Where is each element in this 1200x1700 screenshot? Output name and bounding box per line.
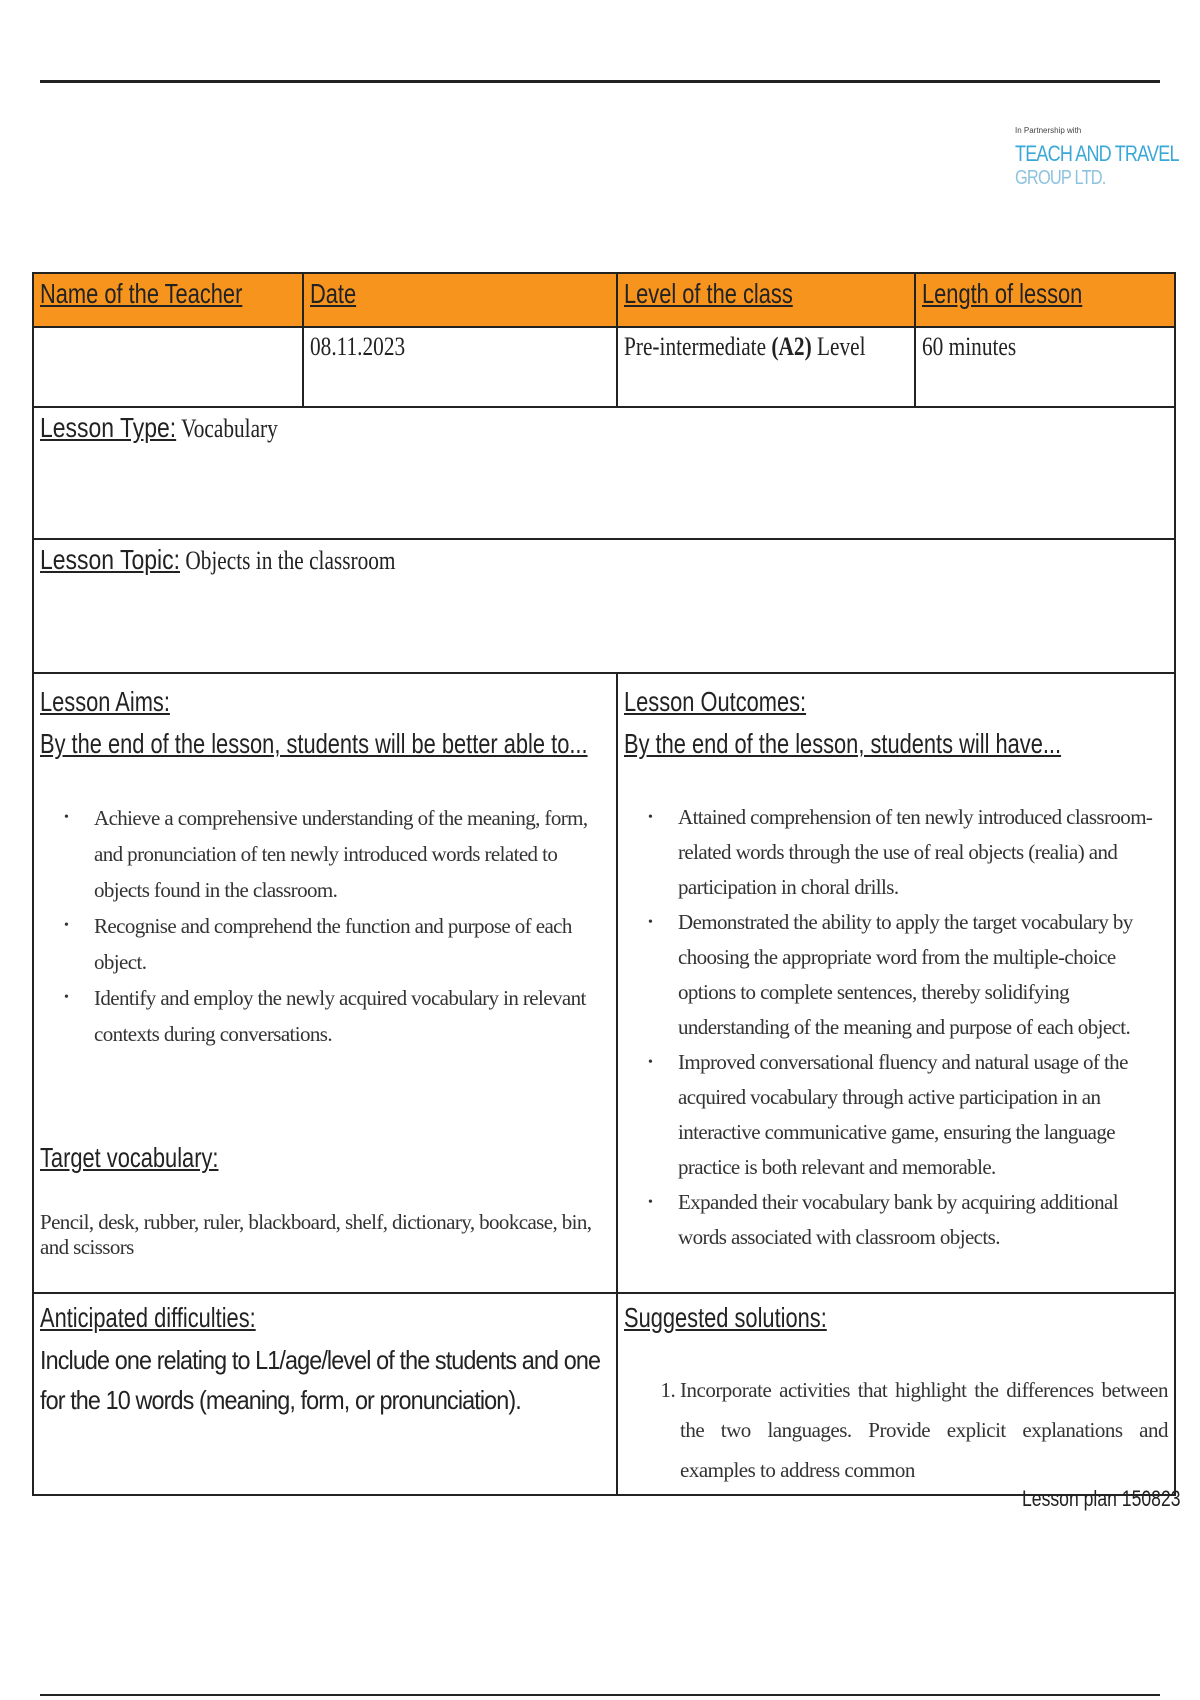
difficulties-cell [33, 1293, 617, 1495]
date-value: 08.11.2023 [303, 327, 617, 407]
partner-name-line2: GROUP LTD. [1015, 167, 1106, 189]
solutions-list [624, 1370, 1168, 1490]
list-item: • Attained comprehension of ten newly introduced classroom-related words through the use of real objects (realia) and participation in choral drills. [646, 800, 1168, 905]
list-item: • Achieve a comprehensive understanding of the meaning, form, and pronunciation of ten newly introduced words related to objects found in the classroom. [62, 800, 610, 908]
lesson-topic-value: Objects in the classroom [179, 546, 396, 575]
difficulties-text: Include one relating to L1/age/level of the students and one for the 10 words (meaning, form, or pronunciation). [40, 1345, 601, 1415]
difficulties-title: Anticipated difficulties: [40, 1302, 256, 1333]
lesson-plan-table [32, 272, 1176, 1496]
lesson-type-row [33, 407, 1175, 539]
top-rule [40, 80, 1160, 83]
aims-subtitle: By the end of the lesson, students will be better able to... [40, 728, 588, 759]
difficulties-row [33, 1293, 1175, 1495]
teacher-value [33, 327, 303, 407]
target-vocab-text: Pencil, desk, rubber, ruler, blackboard, shelf, dictionary, bookcase, bin, and scissors [40, 1210, 592, 1259]
list-item: • Improved conversational fluency and natural usage of the acquired vocabulary through active participation in an interactive communicative game, ensuring the language practice is both relevant and memorable. [646, 1045, 1168, 1185]
lesson-topic-row [33, 539, 1175, 673]
list-item: • Recognise and comprehend the function and purpose of each object. [62, 908, 610, 980]
lesson-topic-label: Lesson Topic: [40, 544, 180, 575]
header-level: Level of the class [617, 273, 915, 327]
list-item: • Identify and employ the newly acquired vocabulary in relevant contexts during conversations. [62, 980, 610, 1052]
values-row [33, 327, 1175, 407]
list-item: 1. Incorporate activities that highlight the differences between the two languages. Provide explicit explanations and examples to address common [680, 1370, 1168, 1490]
header-row [33, 273, 1175, 327]
target-vocab-title: Target vocabulary: [40, 1142, 219, 1173]
header-date: Date [303, 273, 617, 327]
aims-title: Lesson Aims: [40, 686, 170, 717]
partner-name-line1: TEACH AND TRAVEL [1015, 141, 1179, 166]
outcomes-list [624, 800, 1168, 1255]
aims-list [40, 800, 610, 1052]
lesson-type-label: Lesson Type: [40, 412, 177, 443]
outcomes-subtitle: By the end of the lesson, students will have... [624, 728, 1062, 759]
header-length: Length of lesson [915, 273, 1175, 327]
aims-outcomes-row [33, 673, 1175, 1293]
lesson-type [40, 412, 278, 444]
bottom-rule [40, 1694, 1160, 1696]
outcomes-title: Lesson Outcomes: [624, 686, 807, 717]
lesson-topic [40, 544, 396, 576]
list-item: • Demonstrated the ability to apply the target vocabulary by choosing the appropriate word from the multiple-choice options to complete sentences, thereby solidifying understanding of the meaning and purpose of each object. [646, 905, 1168, 1045]
aims-cell [33, 673, 617, 1293]
length-value: 60 minutes [915, 327, 1175, 407]
list-item: • Expanded their vocabulary bank by acquiring additional words associated with classroom objects. [646, 1185, 1168, 1255]
level-value: Pre-intermediate (A2) Level [617, 327, 915, 407]
solutions-cell [617, 1293, 1175, 1495]
outcomes-cell [617, 673, 1175, 1293]
partner-logo [1015, 126, 1179, 190]
lesson-type-value: Vocabulary [176, 414, 278, 443]
footer-doc-id: Lesson plan 150823 [1022, 1486, 1181, 1511]
header-teacher: Name of the Teacher [33, 273, 303, 327]
solutions-title: Suggested solutions: [624, 1302, 827, 1333]
partner-caption: In Partnership with [1015, 126, 1082, 135]
